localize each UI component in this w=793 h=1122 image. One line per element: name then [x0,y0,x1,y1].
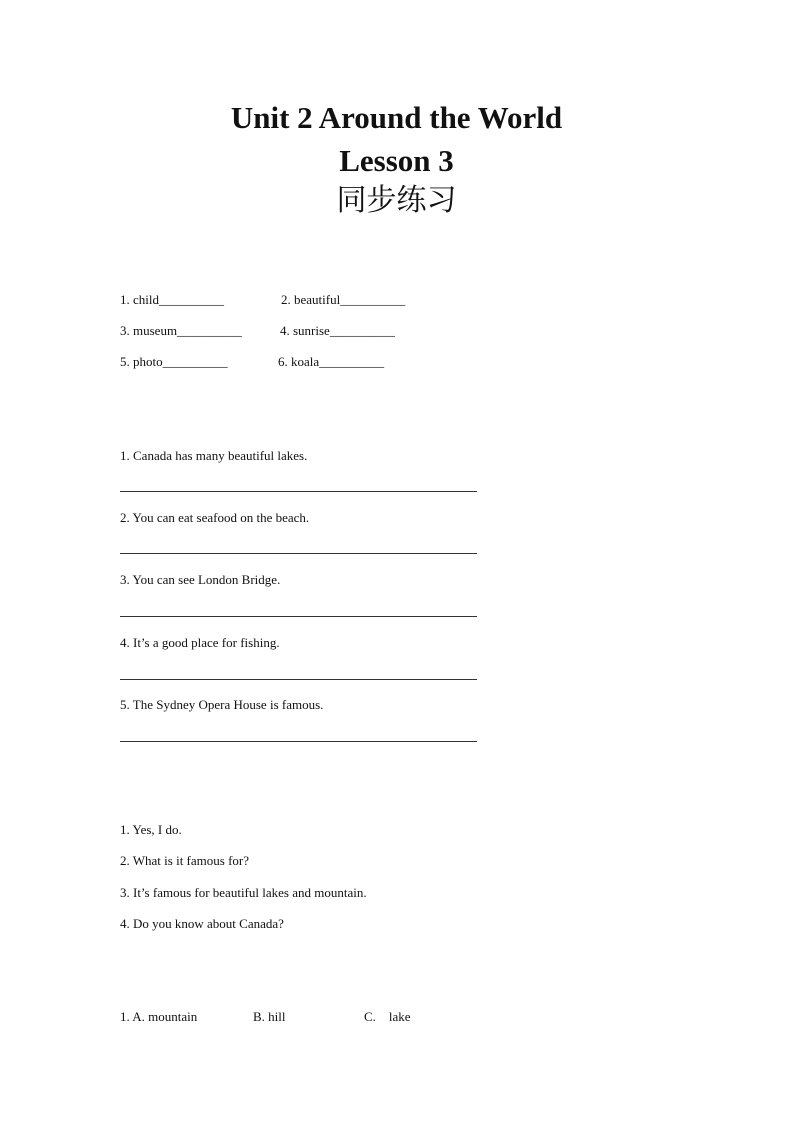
sentence-1: 1. Canada has many beautiful lakes. [120,448,308,463]
answer-line-2 [120,553,477,554]
sentence-3: 3. You can see London Bridge. [120,572,281,587]
subtitle: 同步练习 [336,183,457,218]
word-item-5: 5. photo__________ [120,354,228,369]
word-item-1: 1. child__________ [120,292,224,307]
answer-line-3 [120,616,477,617]
choice-q1-c: C. lake [364,1009,411,1024]
dialogue-1: 1. Yes, I do. [120,822,182,837]
dialogue-3: 3. It’s famous for beautiful lakes and mountain. [120,885,367,900]
sentence-2: 2. You can eat seafood on the beach. [120,510,310,525]
choice-q1-a: 1. A. mountain [120,1009,198,1024]
dialogue-2: 2. What is it famous for? [120,853,250,868]
lesson-title: Lesson 3 [339,143,454,178]
answer-line-5 [120,741,477,742]
choice-q1-b: B. hill [253,1009,286,1024]
page-title: Unit 2 Around the World [230,100,563,135]
answer-line-4 [120,679,477,680]
sentence-4: 4. It’s a good place for fishing. [120,635,280,650]
word-item-2: 2. beautiful__________ [281,292,406,307]
word-item-6: 6. koala__________ [278,354,385,369]
sentence-5: 5. The Sydney Opera House is famous. [120,697,324,712]
dialogue-4: 4. Do you know about Canada? [120,916,284,931]
word-item-3: 3. museum__________ [120,323,243,338]
answer-line-1 [120,491,477,492]
word-item-4: 4. sunrise__________ [280,323,395,338]
